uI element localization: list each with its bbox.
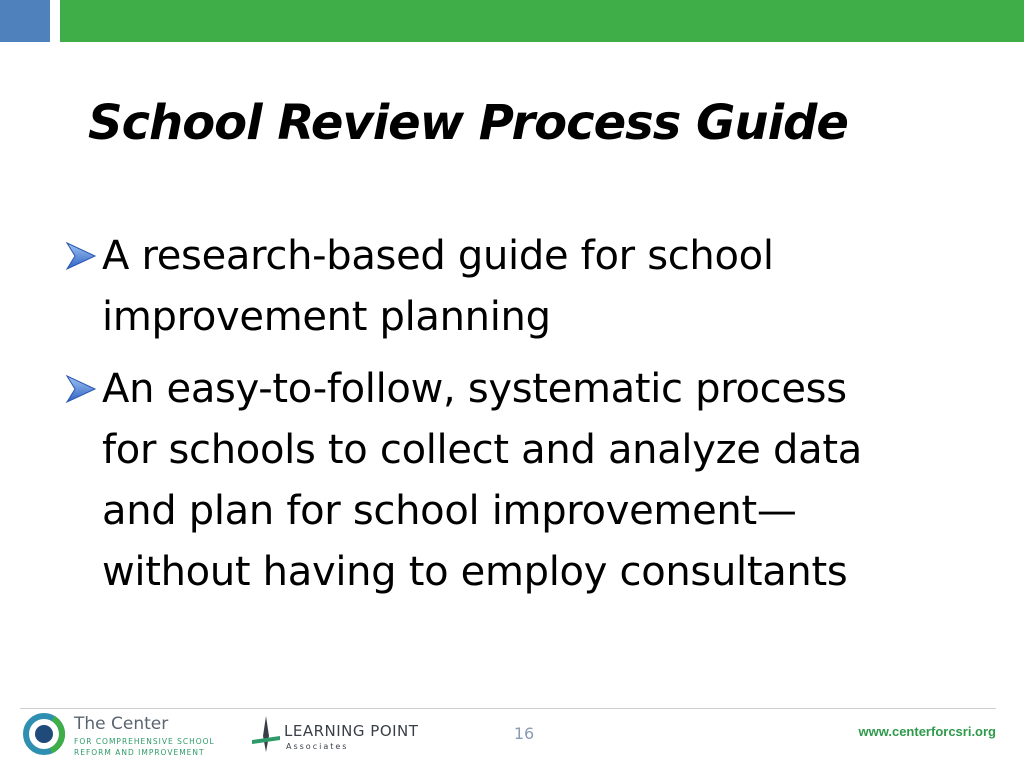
learning-point-mark-icon [250, 714, 282, 754]
bullet-item-2 [64, 359, 994, 603]
center-logo [22, 712, 222, 760]
center-logo-subtitle-1: FOR COMPREHENSIVE SCHOOL [74, 737, 215, 746]
center-ring-icon [22, 712, 66, 756]
footer-divider [20, 708, 996, 709]
bullet-line: improvement planning [102, 294, 551, 340]
bullet-line: and plan for school improvement— [102, 488, 797, 534]
bullet-line: without having to employ consultants [102, 549, 848, 595]
bullet-item-1 [64, 226, 994, 348]
bullet-line: An easy-to-follow, systematic process [102, 366, 847, 412]
bullet-line: for schools to collect and analyze data [102, 427, 862, 473]
learning-point-subtitle: Associates [286, 742, 349, 751]
bullet-list [64, 226, 994, 614]
header-bar-blue [0, 0, 50, 42]
learning-point-logo [250, 714, 430, 758]
arrow-bullet-icon [64, 239, 98, 273]
bullet-line: A research-based guide for school [102, 233, 774, 279]
slide-title: School Review Process Guide [88, 95, 848, 151]
page-number: 16 [513, 724, 535, 743]
learning-point-name: LEARNING POINT [284, 722, 419, 740]
arrow-bullet-icon [64, 372, 98, 406]
center-logo-subtitle-2: REFORM AND IMPROVEMENT [74, 748, 205, 757]
header-bar-green [60, 0, 1024, 42]
center-logo-name: The Center [74, 714, 169, 734]
website-link[interactable]: www.centerforcsri.org [858, 724, 996, 739]
